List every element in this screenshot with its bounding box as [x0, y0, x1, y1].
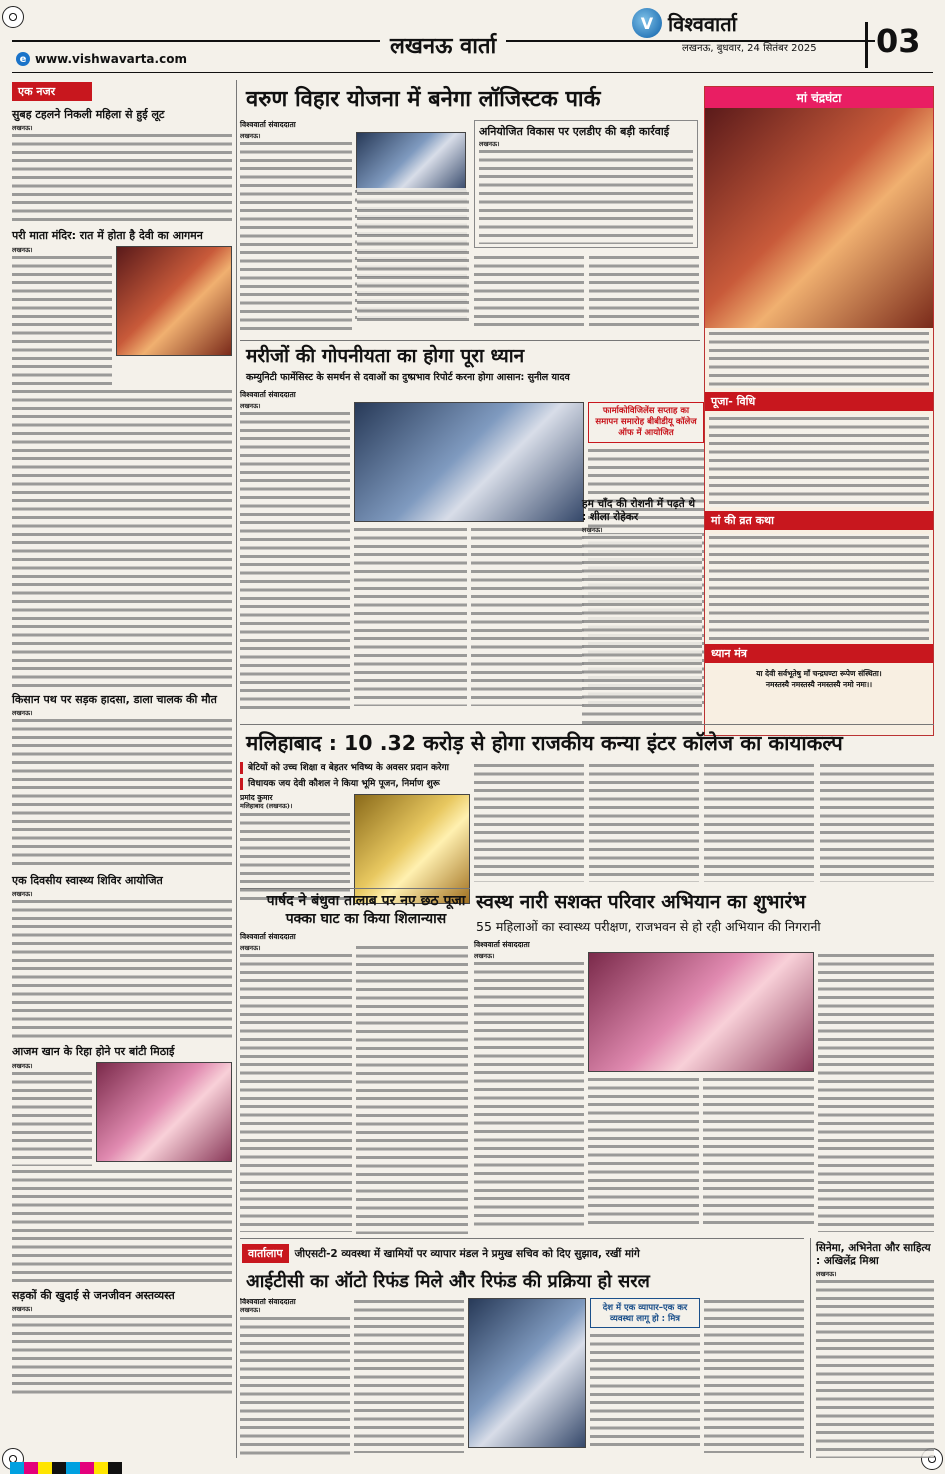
lda-box: [474, 120, 698, 248]
dateline: लखनऊ।: [240, 944, 261, 952]
left-story-4-body: [12, 890, 232, 1040]
pharma-headline: मरीजों की गोपनीयता का होगा पूरा ध्यान: [246, 345, 525, 367]
lead-byline: विश्ववार्ता संवाददाता: [240, 120, 296, 129]
health-story: [474, 940, 934, 1230]
health-byline: विश्ववार्ता संवाददाता: [474, 940, 530, 949]
puja-vidhi-tag: पूजा- विधि: [705, 392, 933, 411]
lead-story-col-2-body: [357, 190, 469, 326]
vartalap-tag: वार्तालाप: [242, 1244, 289, 1263]
ghat-story: [240, 932, 470, 1232]
pharma-subhead: कम्युनिटी फार्मेसिस्ट के समर्थन से दवाओं का दुष्प्रभाव रिपोर्ट करना होगा आसान: सुनील यादव: [246, 372, 570, 383]
pharma-sidebar-headline: फार्माकोविजिलेंस सप्ताह का समापन समारोह बीबीडीयू कॉलेज ऑफ में आयोजित: [588, 402, 704, 443]
brand: [632, 8, 737, 38]
brand-name: विश्ववार्ता: [668, 11, 737, 36]
website[interactable]: [16, 52, 187, 66]
website-url[interactable]: www.vishwavarta.com: [35, 52, 187, 66]
dateline: लखनऊ।: [479, 140, 500, 148]
dateline: लखनऊ।: [240, 1306, 261, 1315]
malihabad-col-2: [474, 762, 584, 882]
dateline: लखनऊ।: [12, 709, 33, 717]
dateline: लखनऊ।: [12, 124, 33, 132]
left-story-5-continued: [12, 1168, 232, 1284]
masthead-bottom-rule: [12, 72, 933, 73]
malihabad-col-3: [589, 762, 699, 882]
left-story-3-body: [12, 709, 232, 869]
brand-logo-icon: V: [632, 8, 662, 38]
gst-story: [240, 1298, 806, 1458]
lead-story-col-4-body: [589, 254, 699, 326]
left-headline-3: किसान पथ पर सड़क हादसा, डाला चालक की मौत: [12, 693, 217, 706]
malihabad-quote-2: विधायक जय देवी कौशल ने किया भूमि पूजन, निर्माण शुरू: [248, 779, 440, 789]
health-headline: स्वस्थ नारी सशक्त परिवार अभियान का शुभारंभ: [476, 891, 806, 913]
mantra-line-1: या देवी सर्वभूतेषु माँ चन्द्रघण्टा रूपेण संस्थिता।: [756, 669, 882, 678]
gst-byline: विश्ववार्ता संवाददाता: [240, 1298, 296, 1306]
vrat-katha-tag: मां की व्रत कथा: [705, 511, 933, 530]
moon-story: [582, 498, 702, 718]
goddess-illustration: [705, 108, 933, 328]
dhyan-mantra-tag: ध्यान मंत्र: [705, 644, 933, 663]
dateline: लखनऊ।: [582, 526, 603, 534]
health-camp-photo: [588, 952, 814, 1072]
left-story-6-body: [12, 1305, 232, 1395]
dateline: लखनऊ।: [12, 1305, 33, 1313]
dateline: लखनऊ।: [816, 1270, 837, 1278]
malihabad-col-5: [820, 762, 934, 882]
malihabad-byline: प्रमोद कुमार: [240, 794, 273, 802]
dateline: लखनऊ।: [240, 132, 261, 140]
left-headline-6: सड़कों की खुदाई से जनजीवन अस्तव्यस्त: [12, 1289, 175, 1302]
browser-icon: e: [16, 52, 30, 66]
cinema-story: [816, 1242, 934, 1458]
malihabad-quote-1: बेटियों को उच्च शिक्षा व बेहतर भविष्य के अवसर प्रदान करेगा: [248, 763, 449, 773]
ghat-byline: विश्ववार्ता संवाददाता: [240, 932, 296, 941]
goddess-box: [704, 86, 934, 736]
dateline: लखनऊ।: [240, 402, 261, 410]
ghat-headline-line-2: पक्का घाट का किया शिलान्यास: [285, 911, 447, 927]
gst-meeting-photo: [468, 1298, 586, 1448]
mantra-line-2: नमस्तस्यै नमस्तस्यै नमस्तस्यै नमो नमः।।: [765, 680, 873, 689]
gst-pull-quote: देश में एक व्यापार–एक कर व्यवस्था लागू हो : मित्र: [590, 1298, 700, 1328]
left-story-2-continued: [12, 388, 232, 688]
left-headline-2: परी माता मंदिर: रात में होता है देवी का आगमन: [12, 229, 203, 242]
dateline: लखनऊ।: [474, 952, 495, 960]
malihabad-headline: मलिहाबाद : 10 .32 करोड़ से होगा राजकीय कन्या इंटर कॉलेज का कायाकल्प: [246, 731, 843, 755]
left-headline-1: सुबह टहलने निकली महिला से हुई लूट: [12, 108, 165, 121]
left-column: [12, 80, 232, 1458]
gst-headline: आईटीसी का ऑटो रिफंड मिले और रिफंड की प्रक्रिया हो सरल: [246, 1271, 650, 1292]
color-bar: [10, 1462, 122, 1474]
dateline: लखनऊ।: [12, 246, 33, 254]
left-story-5-body: [12, 1062, 92, 1166]
column-divider: [236, 80, 237, 1458]
gst-kicker-row: [242, 1244, 806, 1263]
lda-headline: अनियोजित विकास पर एलडीए की बड़ी कार्रवाई: [479, 125, 670, 138]
meeting-photo: [356, 132, 466, 192]
dateline: लखनऊ।: [12, 890, 33, 898]
registration-mark-top-left: [2, 6, 24, 28]
health-subhead: 55 महिलाओं का स्वास्थ्य परीक्षण, राजभवन से हो रही अभियान की निगरानी: [476, 919, 821, 934]
page-number: 03: [865, 22, 925, 68]
ek-nazar-tag: एक नजर: [12, 82, 92, 101]
section-name: लखनऊ वार्ता: [380, 30, 506, 60]
lead-headline: वरुण विहार योजना में बनेगा लॉजिस्टक पार्क: [246, 87, 601, 112]
left-story-1-body: [12, 124, 232, 224]
dateline: मलिहाबाद (लखनऊ)।: [240, 802, 293, 811]
left-story-2-body: [12, 246, 112, 386]
speaker-photo: [354, 402, 584, 522]
gst-kicker: जीएसटी-2 व्यवस्था में खामियों पर व्यापार मंडल ने प्रमुख सचिव को दिए सुझाव, रखीं मांगे: [294, 1247, 640, 1260]
ghat-headline: [246, 892, 486, 928]
pharma-byline: विश्ववार्ता संवाददाता: [240, 390, 296, 399]
left-headline-4: एक दिवसीय स्वास्थ्य शिविर आयोजित: [12, 874, 163, 887]
moon-headline: हम चाँद की रोशनी में पढ़ते थे : शीला रोहेकर: [582, 498, 696, 523]
left-headline-5: आजम खान के रिहा होने पर बांटी मिठाई: [12, 1045, 175, 1058]
date-line: लखनऊ, बुधवार, 24 सितंबर 2025: [682, 43, 817, 54]
ghat-headline-line-1: पार्षद ने बंधुवा तालाब पर नए छठ पूजा: [266, 893, 466, 909]
lead-story-col-3-body: [474, 254, 584, 326]
temple-photo: [116, 246, 232, 356]
goddess-tag: मां चंद्रघंटा: [705, 87, 933, 108]
celebration-photo: [96, 1062, 232, 1162]
dateline: लखनऊ।: [12, 1062, 33, 1070]
cinema-headline: सिनेमा, अभिनेता और साहित्य : अखिलेंद्र मिश्रा: [816, 1242, 931, 1267]
malihabad-col-4: [704, 762, 814, 882]
